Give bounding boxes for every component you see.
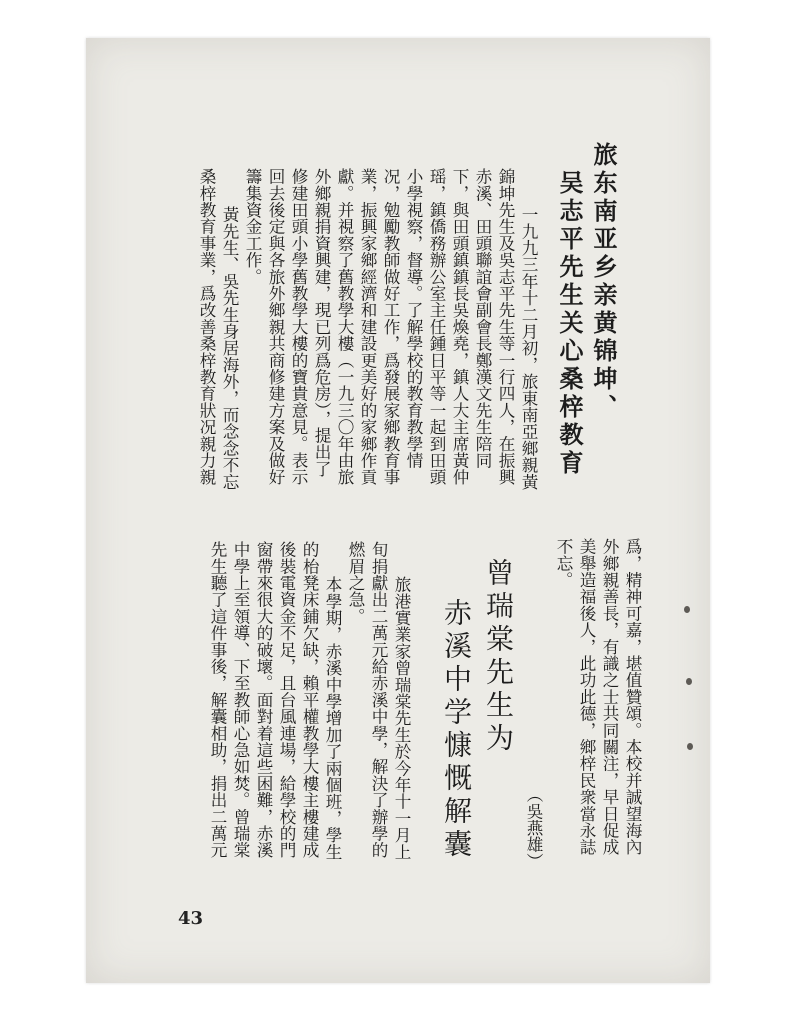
- page-number: 43: [178, 908, 204, 929]
- article1-cont-col-0: 爲，精神可嘉，堪值贊頌。本校并誠望海內: [623, 538, 642, 856]
- article1-col-11: 回去後定與各旅外鄉親共商修建方案及做好: [266, 168, 285, 486]
- article1-author: （吳燕雄）: [524, 786, 543, 870]
- article2-title-line2: 赤溪中学慷慨解囊: [440, 598, 473, 862]
- article1-title-line1: 旅东南亚乡亲黄锦坤、: [589, 142, 617, 422]
- article1-col-0: 一九九三年十二月初，旅東南亞鄉親黃: [519, 206, 538, 490]
- article1-col-2: 赤溪、田頭聯誼會副會長鄭漢文先生陪同: [473, 168, 492, 469]
- article1-col-13: 黃先生、吳先生身居海外，而念念不忘: [220, 206, 239, 490]
- article2-col-5: 後裝電資金不足，且台風連場，給學校的門: [277, 541, 296, 859]
- article2-col-7: 中學上至領導、下至教師心急如焚。曾瑞棠: [231, 541, 250, 859]
- binding-hole: [687, 743, 693, 750]
- article2-title-line1: 曾瑞棠先生为: [482, 558, 515, 756]
- article2-col-2: 燃眉之急。: [346, 541, 365, 625]
- article2-col-8: 先生聽了這件事後，解囊相助，捐出二萬元: [208, 541, 227, 859]
- article1-col-9: 外鄉親捐資興建，現已列爲危房），提出了: [312, 168, 331, 477]
- article2-col-1: 旬捐獻出二萬元給赤溪中學，解決了辦學的: [369, 541, 388, 859]
- article1-col-6: 况，勉勵教師做好工作，爲發展家鄉教育事: [381, 168, 400, 486]
- article2-col-4: 的枱凳床鋪欠缺，賴平權教學大樓主樓建成: [300, 541, 319, 859]
- binding-hole: [684, 606, 690, 613]
- article2-col-3: 本學期，赤溪中學增加了兩個班，學生: [323, 576, 342, 860]
- article1-col-1: 錦坤先生及吳志平先生等一行四人，在振興: [496, 168, 515, 486]
- article2-col-0: 旅港實業家曾瑞棠先生於今年十一月上: [392, 576, 411, 860]
- article1-col-12: 籌集資金工作。: [243, 168, 262, 285]
- article1-title-line2: 吴志平先生关心桑梓教育: [555, 170, 583, 478]
- article1-col-7: 業，振興家鄉經濟和建設更美好的家鄉作貢: [358, 168, 377, 486]
- article1-col-4: 瑶，鎮僑務辦公室主任鍾日平等一起到田頭: [427, 168, 446, 486]
- article1-col-3: 下，與田頭鎮鎮長吳煥堯，鎮人大主席黃仲: [450, 168, 469, 486]
- document-page: [86, 38, 710, 983]
- article2-col-6: 窗帶來很大的破壞。面對着這些困難，赤溪: [254, 541, 273, 859]
- article1-cont-col-2: 美舉造福後人，此功此德，鄉梓民衆當永誌: [577, 538, 596, 856]
- article1-cont-col-1: 外鄉親善長，有識之士共同關注，早日促成: [600, 538, 619, 856]
- article1-col-10: 修建田頭小學舊教學大樓的寶貴意見。表示: [289, 168, 308, 486]
- article1-col-8: 獻。并視察了舊教學大樓（一九三〇年由旅: [335, 168, 354, 486]
- article1-cont-col-3: 不忘。: [554, 538, 573, 589]
- article1-col-14: 桑梓教育事業，爲改善桑梓教育狀况親力親: [197, 168, 216, 486]
- binding-hole: [686, 678, 692, 685]
- article1-col-5: 小學視察，督導。了解學校的教育教學情: [404, 168, 423, 469]
